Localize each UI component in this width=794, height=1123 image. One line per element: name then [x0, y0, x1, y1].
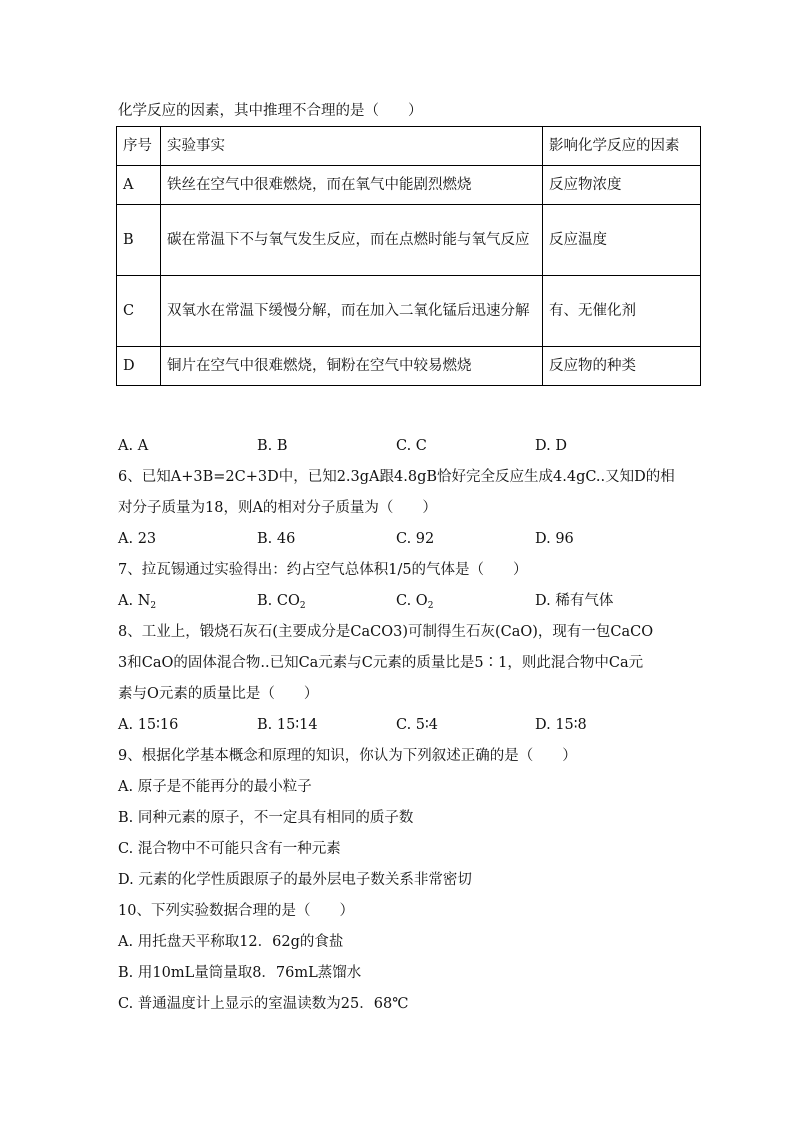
option-a[interactable]: A. 15∶16 [118, 717, 179, 733]
table-row [117, 276, 701, 347]
header-factor: 影响化学反应的因素 [543, 127, 701, 166]
q8-stem-line3: 素与O元素的质量比是（ ） [118, 686, 319, 702]
option-b[interactable]: B. $CO_2$ [257, 593, 306, 611]
q6-stem-line2: 对分子质量为18，则A的相对分子质量为（ ） [118, 500, 437, 516]
header-index: 序号 [117, 127, 161, 166]
table-header-row [117, 127, 701, 166]
q8-stem-line1: 8、工业上，锻烧石灰石(主要成分是CaCO3)可制得生石灰(CaO)，现有一包CaCO [118, 624, 654, 640]
option-c[interactable]: C. $O_2$ [396, 593, 434, 611]
q8-stem-line2: 3和CaO的固体混合物..已知Ca元素与C元素的质量比是5∶1，则此混合物中Ca元 [118, 655, 644, 671]
option-d[interactable]: D. 96 [535, 531, 574, 547]
q9-option-b[interactable]: B. 同种元素的原子，不一定具有相同的质子数 [118, 810, 414, 826]
option-a[interactable]: A. A [118, 438, 149, 454]
option-c[interactable]: C. C [396, 438, 427, 454]
q9-stem: 9、根据化学基本概念和原理的知识，你认为下列叙述正确的是（ ） [118, 748, 577, 764]
option-a[interactable]: A. $N_2$ [118, 593, 157, 611]
q9-option-a[interactable]: A. 原子是不能再分的最小粒子 [118, 779, 312, 795]
option-d[interactable]: D. D [535, 438, 567, 454]
q9-option-d[interactable]: D. 元素的化学性质跟原子的最外层电子数关系非常密切 [118, 872, 472, 888]
row-id: B [117, 205, 161, 276]
q10-option-c[interactable]: C. 普通温度计上显示的室温读数为25．68℃ [118, 996, 409, 1012]
table-row [117, 166, 701, 205]
option-c[interactable]: C. 5∶4 [396, 717, 439, 733]
option-d[interactable]: D. 稀有气体 [535, 593, 614, 609]
row-factor: 有、无催化剂 [543, 276, 701, 347]
q9-option-c[interactable]: C. 混合物中不可能只含有一种元素 [118, 841, 341, 857]
option-b[interactable]: B. 46 [257, 531, 296, 547]
option-c[interactable]: C. 92 [396, 531, 435, 547]
row-factor: 反应温度 [543, 205, 701, 276]
q6-stem-line1: 6、已知A+3B=2C+3D中，已知2.3gA跟4.8gB恰好完全反应生成4.4gC..又知D的相 [118, 469, 675, 485]
q7-stem: 7、拉瓦锡通过实验得出：约占空气总体积1/5的气体是（ ） [118, 562, 528, 578]
header-fact: 实验事实 [161, 127, 543, 166]
q10-stem: 10、下列实验数据合理的是（ ） [118, 903, 354, 919]
table-row [117, 205, 701, 276]
q10-option-b[interactable]: B. 用10mL量筒量取8．76mL蒸馏水 [118, 965, 362, 981]
question-intro: 化学反应的因素，其中推理不合理的是（ ） [118, 103, 423, 119]
option-b[interactable]: B. B [257, 438, 288, 454]
row-fact: 双氧水在常温下缓慢分解，而在加入二氧化锰后迅速分解 [161, 276, 543, 347]
table-row [117, 347, 701, 386]
row-fact: 铁丝在空气中很难燃烧，而在氧气中能剧烈燃烧 [161, 166, 543, 205]
row-id: C [117, 276, 161, 347]
row-factor: 反应物的种类 [543, 347, 701, 386]
option-b[interactable]: B. 15∶14 [257, 717, 318, 733]
row-factor: 反应物浓度 [543, 166, 701, 205]
q10-option-a[interactable]: A. 用托盘天平称取12．62g的食盐 [118, 934, 344, 950]
row-fact: 碳在常温下不与氧气发生反应，而在点燃时能与氧气反应 [161, 205, 543, 276]
row-id: D [117, 347, 161, 386]
experiment-table [116, 126, 701, 386]
row-fact: 铜片在空气中很难燃烧，铜粉在空气中较易燃烧 [161, 347, 543, 386]
row-id: A [117, 166, 161, 205]
option-d[interactable]: D. 15∶8 [535, 717, 587, 733]
option-a[interactable]: A. 23 [118, 531, 157, 547]
